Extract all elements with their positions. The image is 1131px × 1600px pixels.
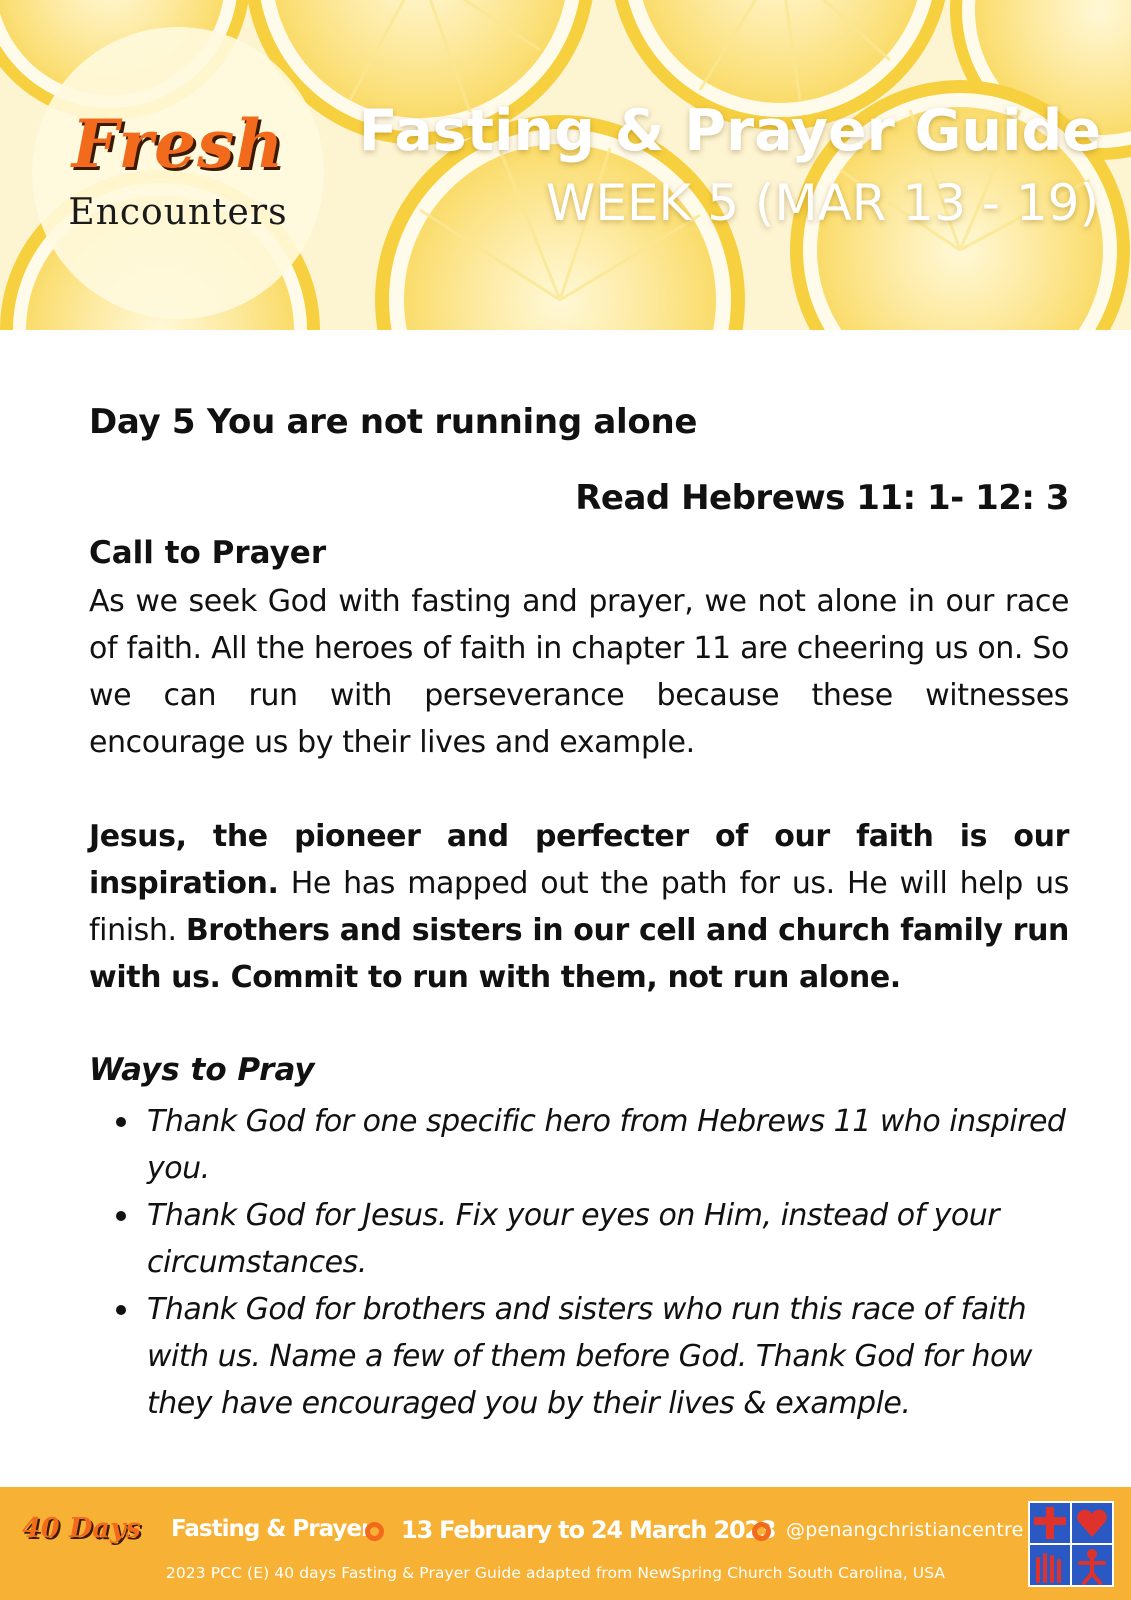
- ring-dot-icon: [752, 1522, 771, 1541]
- list-item: [116, 1192, 1076, 1286]
- fasting-prayer-label: Fasting & Prayer: [171, 1516, 372, 1542]
- ring-dot-icon: [365, 1522, 384, 1541]
- date-range: 13 February to 24 March 2023: [401, 1516, 776, 1544]
- header-banner: [0, 0, 1131, 330]
- list-item-text: Thank God for Jesus. Fix your eyes on Him, instead of your circumstances.: [147, 1198, 1000, 1280]
- footer-bar: [0, 1487, 1131, 1600]
- list-item-text: Thank God for one specific hero from Hebrews 11 who inspired you.: [147, 1104, 1066, 1186]
- inspiration-normal-text: He has mapped out the path for us. He will help us finish.: [89, 866, 1069, 948]
- list-item: [116, 1098, 1076, 1192]
- footer-info-row: [0, 1513, 1131, 1547]
- call-to-prayer-text: As we seek God with fasting and prayer, we not alone in our race of faith. All the heroes of faith in chapter 11 are cheering us on. So we can run with perseverance because these witnesses encourage us by their lives and example.: [89, 584, 1069, 760]
- bullet-icon: [116, 1305, 126, 1315]
- scripture-reading: Read Hebrews 11: 1- 12: 3: [575, 478, 1069, 518]
- bullet-icon: [116, 1117, 126, 1127]
- fresh-encounters-logo: [32, 27, 324, 319]
- logo-encounters-text: Encounters: [68, 192, 288, 233]
- credit-line: 2023 PCC (E) 40 days Fasting & Prayer Guide adapted from NewSpring Church South Carolina, USA: [165, 1564, 946, 1582]
- inspiration-bold-lead: Jesus, the pioneer and perfecter of our faith is our inspiration.: [89, 819, 1069, 901]
- list-item-text: Thank God for brothers and sisters who run this race of faith with us. Name a few of them before God. Thank God for how they have encouraged you by their lives & example.: [147, 1292, 1032, 1421]
- day-title: Day 5 You are not running alone: [89, 402, 698, 442]
- inspiration-bold-close: Brothers and sisters in our cell and church family run with us. Commit to run with them, not run alone.: [89, 913, 1069, 995]
- list-item: [116, 1286, 1076, 1427]
- week-subtitle: WEEK 5 (MAR 13 - 19): [545, 174, 1099, 232]
- pcc-cross-heart-logo-icon: [1028, 1501, 1114, 1587]
- social-handle[interactable]: @penangchristiancentre: [786, 1519, 1024, 1541]
- forty-days-label: 40 Days: [22, 1513, 141, 1544]
- logo-fresh-text: Fresh: [71, 105, 285, 183]
- inspiration-paragraph: [89, 813, 1069, 1001]
- call-to-prayer-heading: Call to Prayer: [89, 535, 327, 571]
- ways-to-pray-list: [116, 1098, 1076, 1427]
- page-title: Fasting & Prayer Guide: [358, 98, 1101, 164]
- ways-to-pray-heading: Ways to Pray: [89, 1052, 315, 1088]
- bullet-icon: [116, 1211, 126, 1221]
